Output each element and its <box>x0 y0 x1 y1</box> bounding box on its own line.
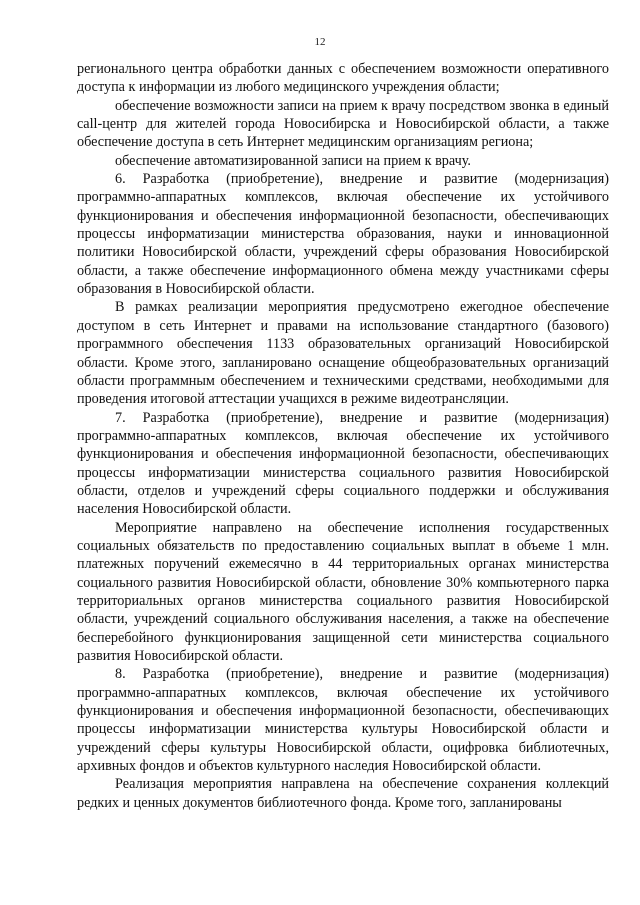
paragraph-call-center: обеспечение возможности записи на прием к врачу посредством звонка в единый call-центр для жителей города Новосибирска и Новосибирской области, а также обеспечение доступа в сеть Интернет медицинским организациям региона; <box>77 97 609 151</box>
page-number: 12 <box>314 36 326 48</box>
paragraph-continuation: регионального центра обработки данных с обеспечением возможности оперативного доступа к информации из любого медицинского учреждения области; <box>77 61 609 96</box>
paragraph-item-8-details: Реализация мероприятия направлена на обеспечение сохранения коллекций редких и ценных документов библиотечного фонда. Кроме того, запланированы <box>77 776 609 811</box>
paragraph-item-7: 7. Разработка (приобретение), внедрение и развитие (модернизация) программно-аппаратных комплексов, включая обеспечение их устойчивого функционирования и обеспечения информационной безопасности, обеспечивающих процессы информатизации министерства социального развития Новосибирской области, отделов и учреждений сферы социального поддержки и обслуживания населения Новосибирской области. <box>77 409 609 518</box>
paragraph-item-6: 6. Разработка (приобретение), внедрение и развитие (модернизация) программно-аппаратных комплексов, включая обеспечение их устойчивого функционирования и обеспечения информационной безопасности, обеспечивающих процессы информатизации министерства образования, науки и инновационной политики Новосибирской области, учреждений сферы образования Новосибирской области, а также обеспечение информационного обмена между участниками сферы образования в Новосибирской области. <box>77 171 609 298</box>
paragraph-automated-appointment: обеспечение автоматизированной записи на прием к врачу. <box>115 152 471 169</box>
document-body <box>77 60 609 812</box>
paragraph-item-6-details: В рамках реализации мероприятия предусмотрено ежегодное обеспечение доступом в сеть Интернет и правами на использование стандартного (базового) программного обеспечения 1133 образовательных организаций Новосибирской области. Кроме этого, запланировано оснащение общеобразовательных организаций области программным обеспечением и техническими средствами, необходимыми для проведения итоговой аттестации учащихся в режиме видеотрансляции. <box>77 299 609 408</box>
paragraph-item-7-details: Мероприятие направлено на обеспечение исполнения государственных социальных обязательств по предоставлению социальных выплат в объеме 1 млн. платежных поручений ежемесячно в 44 территориальных органах министерства социального развития Новосибирской области, обновление 30% компьютерного парка территориальных органов министерства социального развития Новосибирской области, учреждений социального обслуживания населения, а также на обеспечение бесперебойного функционирования защищенной сети министерства социального развития Новосибирской области. <box>77 519 609 664</box>
paragraph-item-8: 8. Разработка (приобретение), внедрение и развитие (модернизация) программно-аппаратных комплексов, включая обеспечение их устойчивого функционирования и обеспечения информационной безопасности, обеспечивающих процессы информатизации министерства культуры Новосибирской области и учреждений сферы культуры Новосибирской области, оцифровка библиотечных, архивных фондов и объектов культурного наследия Новосибирской области. <box>77 666 609 775</box>
